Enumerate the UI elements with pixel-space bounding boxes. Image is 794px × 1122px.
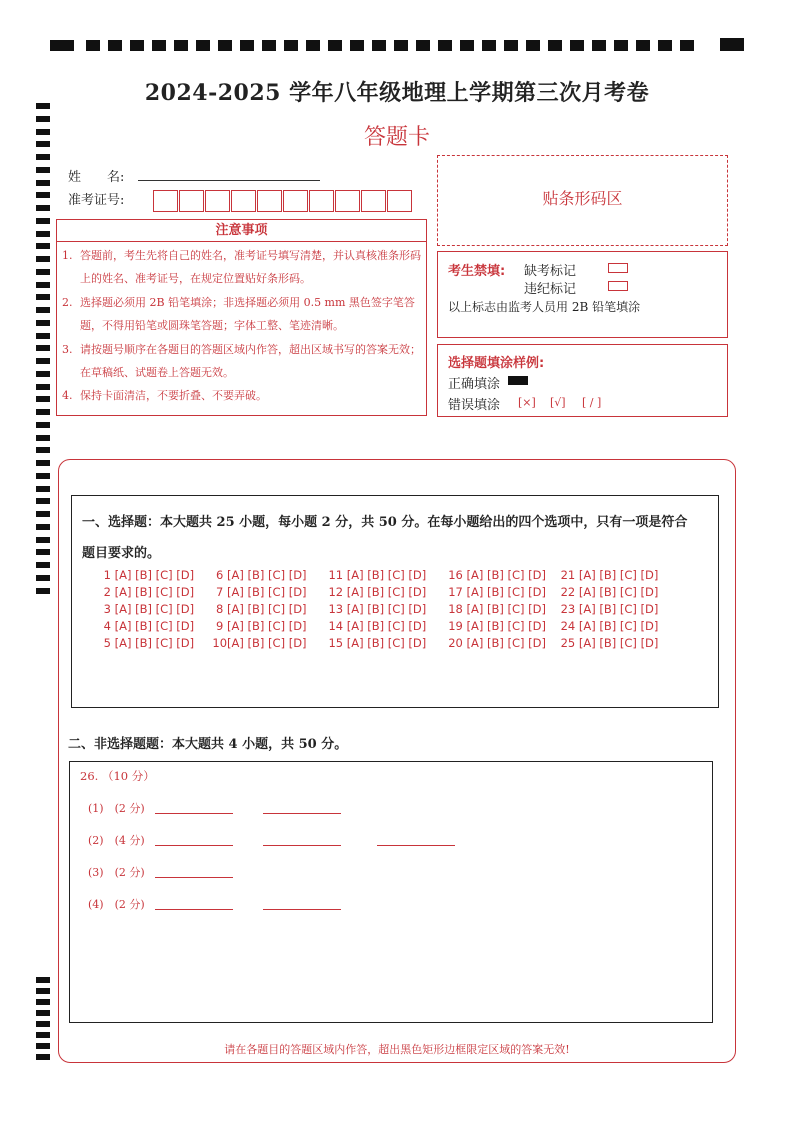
timing-mark [36, 588, 50, 594]
timing-mark [36, 333, 50, 339]
correct-fill-sample [508, 376, 528, 385]
timing-mark [36, 537, 50, 543]
q26-part-4-blank-1[interactable] [155, 909, 233, 910]
name-label: 姓 名: [68, 170, 125, 185]
timing-mark [36, 205, 50, 211]
sample-box [437, 344, 728, 417]
timing-mark [36, 473, 50, 479]
timing-mark [36, 307, 50, 313]
timing-mark [36, 977, 50, 983]
timing-mark [36, 549, 50, 555]
answer-card-subtitle: 答题卡 [363, 125, 430, 150]
forbidden-box [437, 251, 728, 338]
id-digit-cell[interactable] [205, 190, 230, 212]
timing-mark [36, 460, 50, 466]
timing-mark [36, 358, 50, 364]
timing-mark [36, 524, 50, 530]
barcode-label: 贴条形码区 [542, 189, 623, 208]
q26-part-1-blank-1[interactable] [155, 813, 233, 814]
timing-mark [36, 384, 50, 390]
forbidden-title: 考生禁填: [448, 264, 506, 279]
timing-mark [36, 1010, 50, 1016]
timing-mark [36, 180, 50, 186]
timing-mark [36, 511, 50, 517]
choice-row-2[interactable]: 2 [A] [B] [C] [D] 7 [A] [B] [C] [D] 12 [A] [B] [C] [D] 17 [A] [B] [C] [D] 22 [A] [B] [C] [D] [100, 585, 659, 599]
timing-mark [36, 409, 50, 415]
question-26-box [69, 761, 713, 1023]
wrong-mark-check: [√] [550, 396, 566, 409]
id-digit-cell[interactable] [335, 190, 360, 212]
timing-mark [36, 294, 50, 300]
section2-heading: 二、非选择题题：本大题共 4 小题，共 50 分。 [68, 737, 348, 752]
q26-part-4-label: (4) (2 分) [88, 898, 145, 911]
timing-mark [36, 154, 50, 160]
id-label: 准考证号: [68, 193, 125, 208]
notice-title: 注意事项 [215, 223, 268, 238]
choice-row-4[interactable]: 4 [A] [B] [C] [D] 9 [A] [B] [C] [D] 14 [A] [B] [C] [D] 19 [A] [B] [C] [D] 24 [A] [B] [C] [D] [100, 619, 659, 633]
timing-mark [36, 486, 50, 492]
timing-mark [36, 192, 50, 198]
timing-mark [36, 999, 50, 1005]
timing-mark [36, 1021, 50, 1027]
id-digit-cell[interactable] [361, 190, 386, 212]
choice-row-3[interactable]: 3 [A] [B] [C] [D] 8 [A] [B] [C] [D] 13 [A] [B] [C] [D] 18 [A] [B] [C] [D] 23 [A] [B] [C] [D] [100, 602, 659, 616]
barcode-area [437, 155, 728, 246]
violation-label: 违纪标记 [524, 282, 577, 297]
forbidden-note: 以上标志由监考人员用 2B 铅笔填涂 [448, 300, 641, 314]
timing-mark [36, 396, 50, 402]
notice-item-1: 1. 答题前，考生先将自己的姓名，准考证号填写清楚，并认真核准条形码上的姓名、准考证号，在规定位置贴好条形码。 [62, 249, 421, 285]
timing-mark [36, 371, 50, 377]
timing-mark [36, 282, 50, 288]
sample-title: 选择题填涂样例: [448, 356, 545, 371]
notice-item-2: 2. 选择题必须用 2B 铅笔填涂；非选择题必须用 0.5 mm 黑色签字笔答题，不得用铅笔或圆珠笔答题；字体工整、笔迹清晰。 [62, 296, 415, 332]
violation-mark-box[interactable] [608, 281, 628, 291]
choice-row-5[interactable]: 5 [A] [B] [C] [D] 10[A] [B] [C] [D] 15 [A] [B] [C] [D] 20 [A] [B] [C] [D] 25 [A] [B] [C] [D] [100, 636, 659, 650]
page-title: 2024-2025 学年八年级地理上学期第三次月考卷 [144, 80, 650, 106]
q26-part-2-blank-1[interactable] [155, 845, 233, 846]
id-digit-cell[interactable] [309, 190, 334, 212]
timing-mark [36, 167, 50, 173]
q26-part-2-blank-3[interactable] [377, 845, 455, 846]
id-digit-cell[interactable] [283, 190, 308, 212]
timing-mark [36, 562, 50, 568]
q26-part-4-blank-2[interactable] [263, 909, 341, 910]
wrong-mark-cross: [×] [518, 396, 536, 409]
timing-mark [36, 320, 50, 326]
id-digit-cell[interactable] [179, 190, 204, 212]
id-digit-cell[interactable] [231, 190, 256, 212]
wrong-mark-slash: [ / ] [582, 396, 602, 409]
id-digit-cell[interactable] [257, 190, 282, 212]
q26-part-1-label: (1) (2 分) [88, 802, 145, 815]
timing-mark [36, 231, 50, 237]
timing-mark [36, 988, 50, 994]
name-field[interactable] [138, 180, 320, 181]
timing-mark [36, 422, 50, 428]
timing-mark [36, 1032, 50, 1038]
notice-item-3: 3. 请按题号顺序在各题目的答题区域内作答，超出区域书写的答案无效；在草稿纸、试题卷上答题无效。 [62, 343, 421, 379]
timing-mark [36, 218, 50, 224]
section1-heading-2: 题目要求的。 [82, 546, 161, 561]
absent-mark-box[interactable] [608, 263, 628, 273]
q26-part-2-label: (2) (4 分) [88, 834, 145, 847]
q26-part-3-blank-1[interactable] [155, 877, 233, 878]
q26-part-2-blank-2[interactable] [263, 845, 341, 846]
question-26-title: 26. （10 分） [80, 769, 155, 783]
notice-title-bar [56, 219, 427, 242]
choice-row-1[interactable]: 1 [A] [B] [C] [D] 6 [A] [B] [C] [D] 11 [A] [B] [C] [D] 16 [A] [B] [C] [D] 21 [A] [B] [C] [D] [100, 568, 659, 582]
timing-mark [36, 256, 50, 262]
timing-mark [36, 575, 50, 581]
timing-mark [36, 243, 50, 249]
notice-item-4: 4. 保持卡面清洁，不要折叠、不要弄破。 [62, 389, 267, 402]
id-digit-cell[interactable] [387, 190, 412, 212]
q26-part-1-blank-2[interactable] [263, 813, 341, 814]
q26-part-3-label: (3) (2 分) [88, 866, 145, 879]
wrong-fill-label: 错误填涂 [448, 398, 501, 413]
timing-mark [36, 498, 50, 504]
timing-mark [36, 345, 50, 351]
timing-mark [36, 269, 50, 275]
section1-heading-1: 一、选择题：本大题共 25 小题，每小题 2 分，共 50 分。在每小题给出的四个选项中，只有一项是符合 [82, 515, 688, 530]
footer-note: 请在各题目的答题区域内作答，超出黑色矩形边框限定区域的答案无效! [224, 1043, 570, 1056]
absent-label: 缺考标记 [524, 264, 577, 279]
correct-fill-label: 正确填涂 [448, 377, 501, 392]
timing-mark [36, 435, 50, 441]
timing-mark [36, 447, 50, 453]
id-digit-cell[interactable] [153, 190, 178, 212]
